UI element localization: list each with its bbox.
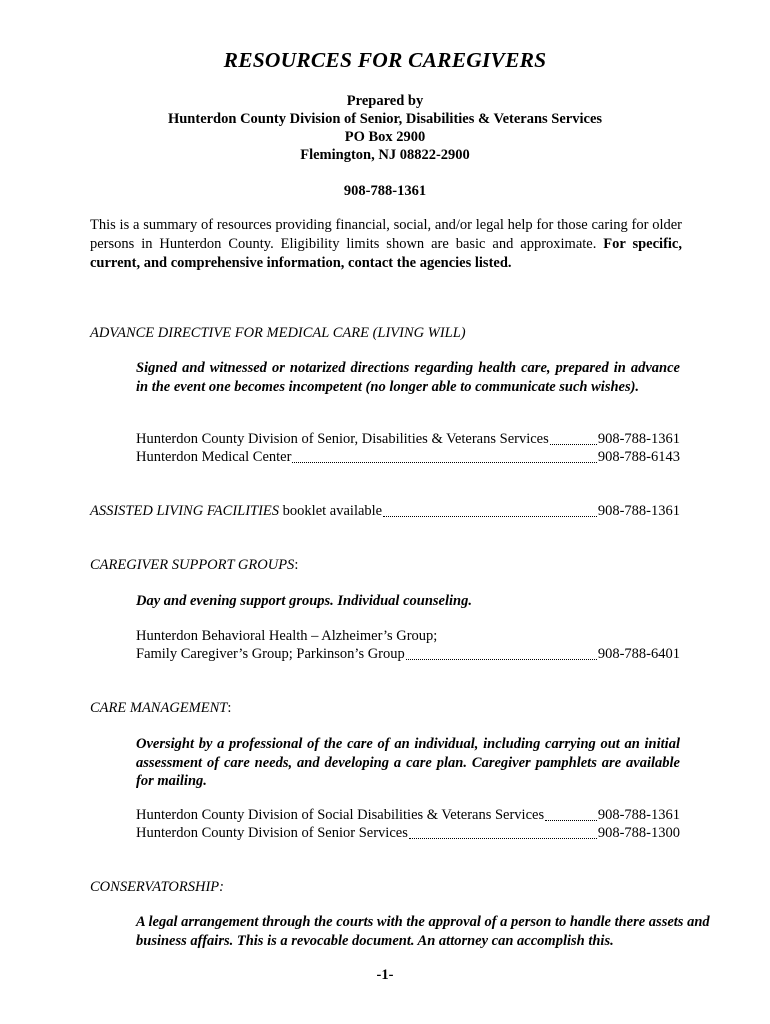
section-heading-advance-directive: ADVANCE DIRECTIVE FOR MEDICAL CARE (LIVING WILL)	[90, 325, 466, 341]
contact-phone: 908-788-6401	[597, 646, 680, 662]
contact-row	[136, 824, 680, 843]
contact-row	[136, 430, 680, 449]
intro-paragraph	[90, 216, 682, 273]
contact-phone: 908-788-1300	[597, 825, 680, 841]
po-box: PO Box 2900	[344, 129, 426, 145]
contact-row	[136, 448, 680, 467]
section-heading-conservatorship: CONSERVATORSHIP:	[90, 879, 224, 895]
intro-text: This is a summary of resources providing financial, social, and/or legal help for those caring for older persons in Hunterdon County. Eligibility limits shown are basic and approximate.	[90, 217, 682, 252]
intro-bold-text: For specific, current, and comprehensive information, contact the agencies listed.	[90, 236, 682, 271]
contact-name: Hunterdon Medical Center	[136, 449, 292, 465]
contact-phone: 908-788-1361	[597, 807, 680, 823]
page-number: -1-	[376, 967, 394, 983]
section-heading-care-management	[90, 699, 690, 717]
contact-row	[136, 806, 680, 825]
support-groups-heading-text: CAREGIVER SUPPORT GROUPS	[90, 557, 295, 573]
contact-name: Hunterdon County Division of Senior Services	[136, 825, 408, 841]
contact-line: Hunterdon Behavioral Health – Alzheimer’s Group;	[136, 628, 438, 644]
contact-name: Hunterdon County Division of Social Disabilities & Veterans Services	[136, 807, 545, 823]
contact-phone: 908-788-1361	[597, 503, 680, 519]
contact-name: Hunterdon County Division of Senior, Disabilities & Veterans Services	[136, 431, 549, 447]
section-description-care-management: Oversight by a professional of the care of an individual, including carrying out an initial assessment of care needs, and developing a care plan. Caregiver pamphlets are available for mailing.	[136, 736, 680, 789]
prepared-by-label: Prepared by	[346, 93, 424, 109]
page-title: RESOURCES FOR CAREGIVERS	[223, 48, 547, 72]
section-description-advance-directive: Signed and witnessed or notarized directions regarding health care, prepared in advance in the event one becomes incompetent (no longer able to communicate such wishes).	[136, 360, 680, 395]
contact-row	[136, 645, 680, 664]
assisted-living-suffix: booklet available	[279, 503, 383, 519]
contact-name: Family Caregiver’s Group; Parkinson’s Group	[136, 646, 405, 662]
dot-leader	[292, 461, 596, 463]
dot-leader	[550, 443, 597, 445]
contact-phone: 908-788-6143	[597, 449, 680, 465]
section-description-support-groups: Day and evening support groups. Individual counseling.	[136, 593, 472, 609]
heading-colon: :	[227, 700, 232, 716]
dot-leader	[409, 837, 597, 839]
dot-leader	[545, 819, 597, 821]
organization-name: Hunterdon County Division of Senior, Disabilities & Veterans Services	[167, 111, 603, 127]
assisted-living-row	[90, 502, 680, 521]
section-description-conservatorship: A legal arrangement through the courts with the approval of a person to handle there assets and business affairs. This is a revocable document. An attorney can accomplish this.	[136, 914, 710, 949]
city-address: Flemington, NJ 08822-2900	[300, 147, 470, 163]
heading-colon: :	[294, 557, 299, 573]
contact-phone: 908-788-1361	[597, 431, 680, 447]
assisted-living-label	[90, 502, 382, 521]
section-heading-assisted-living: ASSISTED LIVING FACILITIES	[90, 503, 280, 519]
dot-leader	[406, 658, 597, 660]
header-phone: 908-788-1361	[343, 183, 427, 199]
dot-leader	[383, 515, 597, 517]
section-heading-support-groups	[90, 556, 690, 574]
care-management-heading-text: CARE MANAGEMENT	[90, 700, 228, 716]
